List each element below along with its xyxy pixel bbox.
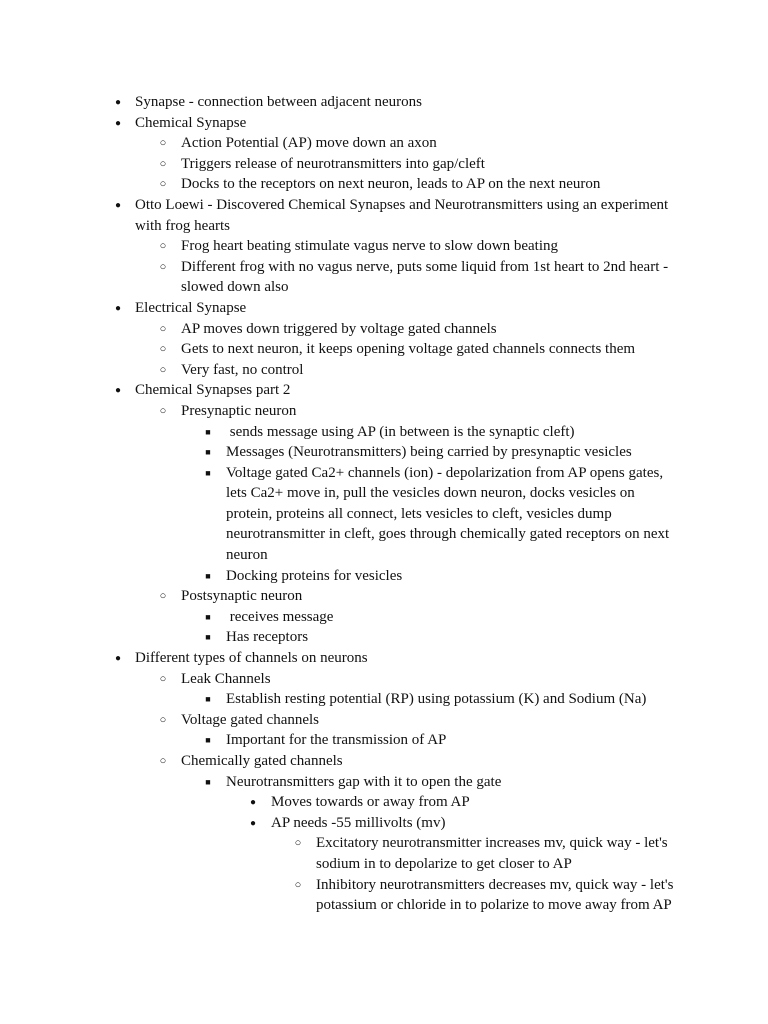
list-item-text: Triggers release of neurotransmitters into gap/cleft [181, 155, 485, 172]
list-item [0, 133, 768, 154]
bullet-marker [111, 113, 125, 136]
list-item [0, 772, 768, 793]
list-item-text: Different types of channels on neurons [135, 650, 368, 667]
list-item [0, 174, 768, 195]
list-item [0, 730, 768, 751]
list-item [0, 607, 768, 628]
list-item-text: Messages (Neurotransmitters) being carried by presynaptic vesicles [226, 444, 632, 461]
list-item-text: sends message using AP (in between is the synaptic cleft) [226, 423, 575, 440]
list-item [0, 195, 768, 236]
list-item [0, 422, 768, 443]
list-item-text: Action Potential (AP) move down an axon [181, 135, 437, 152]
list-item [0, 236, 768, 257]
list-item-text: Gets to next neuron, it keeps opening voltage gated channels connects them [181, 341, 636, 358]
bullet-marker [201, 772, 215, 794]
list-item [0, 463, 768, 566]
list-item [0, 751, 768, 772]
bullet-marker [156, 669, 170, 691]
bullet-marker [201, 607, 215, 629]
list-item-text: Different frog with no vagus nerve, puts some liquid from 1st heart to 2nd heart - slowed down also [181, 258, 669, 296]
bullet-marker [201, 442, 215, 464]
bullet-marker [156, 154, 170, 176]
list-item-text: Inhibitory neurotransmitters decreases mv, quick way - let's potassium or chloride in to polarize to move away from AP [316, 876, 674, 914]
list-item-text: AP needs -55 millivolts (mv) [271, 814, 446, 831]
bullet-marker [156, 133, 170, 155]
list-item-text: Chemically gated channels [181, 753, 343, 769]
list-item [0, 380, 768, 401]
bullet-marker [201, 566, 215, 588]
list-item-text: Docking proteins for vesicles [226, 567, 403, 584]
list-item [0, 566, 768, 587]
bullet-marker [291, 833, 305, 855]
list-item [0, 792, 768, 813]
list-item-text: AP moves down triggered by voltage gated channels [181, 320, 497, 337]
list-item-text: Voltage gated Ca2+ channels (ion) - depolarization from AP opens gates, lets Ca2+ move in, pull the vesicles down neuron, docks vesicles on protein, proteins all connect, lets vesicles to cleft, vesicles dump neurotransmitter in cleft, goes through chemically gated receptors on next neuron [226, 464, 670, 564]
list-item [0, 401, 768, 422]
list-item-text: Docks to the receptors on next neuron, leads to AP on the next neuron [181, 176, 601, 193]
bullet-marker [156, 339, 170, 361]
bullet-marker [156, 586, 170, 608]
list-item [0, 257, 768, 298]
list-item [0, 648, 768, 669]
bullet-marker [201, 463, 215, 485]
list-item-text: Important for the transmission of AP [226, 732, 447, 749]
bullet-marker [111, 92, 125, 115]
bullet-marker [111, 195, 125, 218]
bullet-marker [111, 298, 125, 321]
list-item-text: Chemical Synapse [135, 114, 247, 131]
bullet-marker [201, 422, 215, 444]
bullet-marker [156, 360, 170, 382]
bullet-marker [201, 689, 215, 711]
bullet-marker [111, 648, 125, 671]
list-item [0, 92, 768, 113]
bullet-marker [111, 380, 125, 403]
list-item [0, 669, 768, 690]
list-item [0, 813, 768, 834]
list-item [0, 360, 768, 381]
bullet-marker [291, 875, 305, 897]
list-item-text: Chemical Synapses part 2 [135, 382, 291, 399]
list-item [0, 627, 768, 648]
bullet-marker [246, 792, 260, 815]
list-item [0, 689, 768, 710]
list-item-text: Excitatory neurotransmitter increases mv, quick way - let's sodium in to depolarize to get closer to AP [316, 835, 668, 872]
list-item [0, 298, 768, 319]
list-item [0, 113, 768, 134]
list-item-text: receives message [226, 608, 334, 625]
bullet-marker [156, 319, 170, 341]
list-item-text: Synapse - connection between adjacent neurons [135, 94, 422, 110]
list-item-text: Very fast, no control [181, 361, 304, 378]
list-item [0, 586, 768, 607]
list-item-text: Establish resting potential (RP) using potassium (K) and Sodium (Na) [226, 691, 647, 708]
list-item [0, 442, 768, 463]
list-item [0, 710, 768, 731]
bullet-marker [156, 257, 170, 279]
bullet-marker [201, 627, 215, 649]
bullet-marker [156, 710, 170, 732]
list-item-text: Has receptors [226, 629, 309, 646]
bullet-marker [156, 174, 170, 196]
list-item-text: Presynaptic neuron [181, 402, 297, 419]
bullet-list [0, 92, 768, 916]
list-item-text: Postsynaptic neuron [181, 588, 303, 605]
list-item-text: Moves towards or away from AP [271, 794, 470, 811]
bullet-marker [156, 236, 170, 258]
list-item [0, 339, 768, 360]
list-item [0, 833, 768, 874]
list-item-text: Neurotransmitters gap with it to open the gate [226, 773, 502, 790]
bullet-marker [246, 813, 260, 836]
bullet-marker [156, 401, 170, 423]
list-item-text: Voltage gated channels [181, 711, 320, 728]
list-item-text: Leak Channels [181, 670, 271, 687]
list-item-text: Frog heart beating stimulate vagus nerve to slow down beating [181, 238, 558, 255]
bullet-marker [201, 730, 215, 752]
list-item [0, 875, 768, 916]
list-item-text: Electrical Synapse [135, 299, 247, 316]
list-item-text: Otto Loewi - Discovered Chemical Synapses and Neurotransmitters using an experiment with frog hearts [135, 196, 669, 234]
bullet-marker [156, 751, 170, 773]
list-item [0, 319, 768, 340]
list-item [0, 154, 768, 175]
